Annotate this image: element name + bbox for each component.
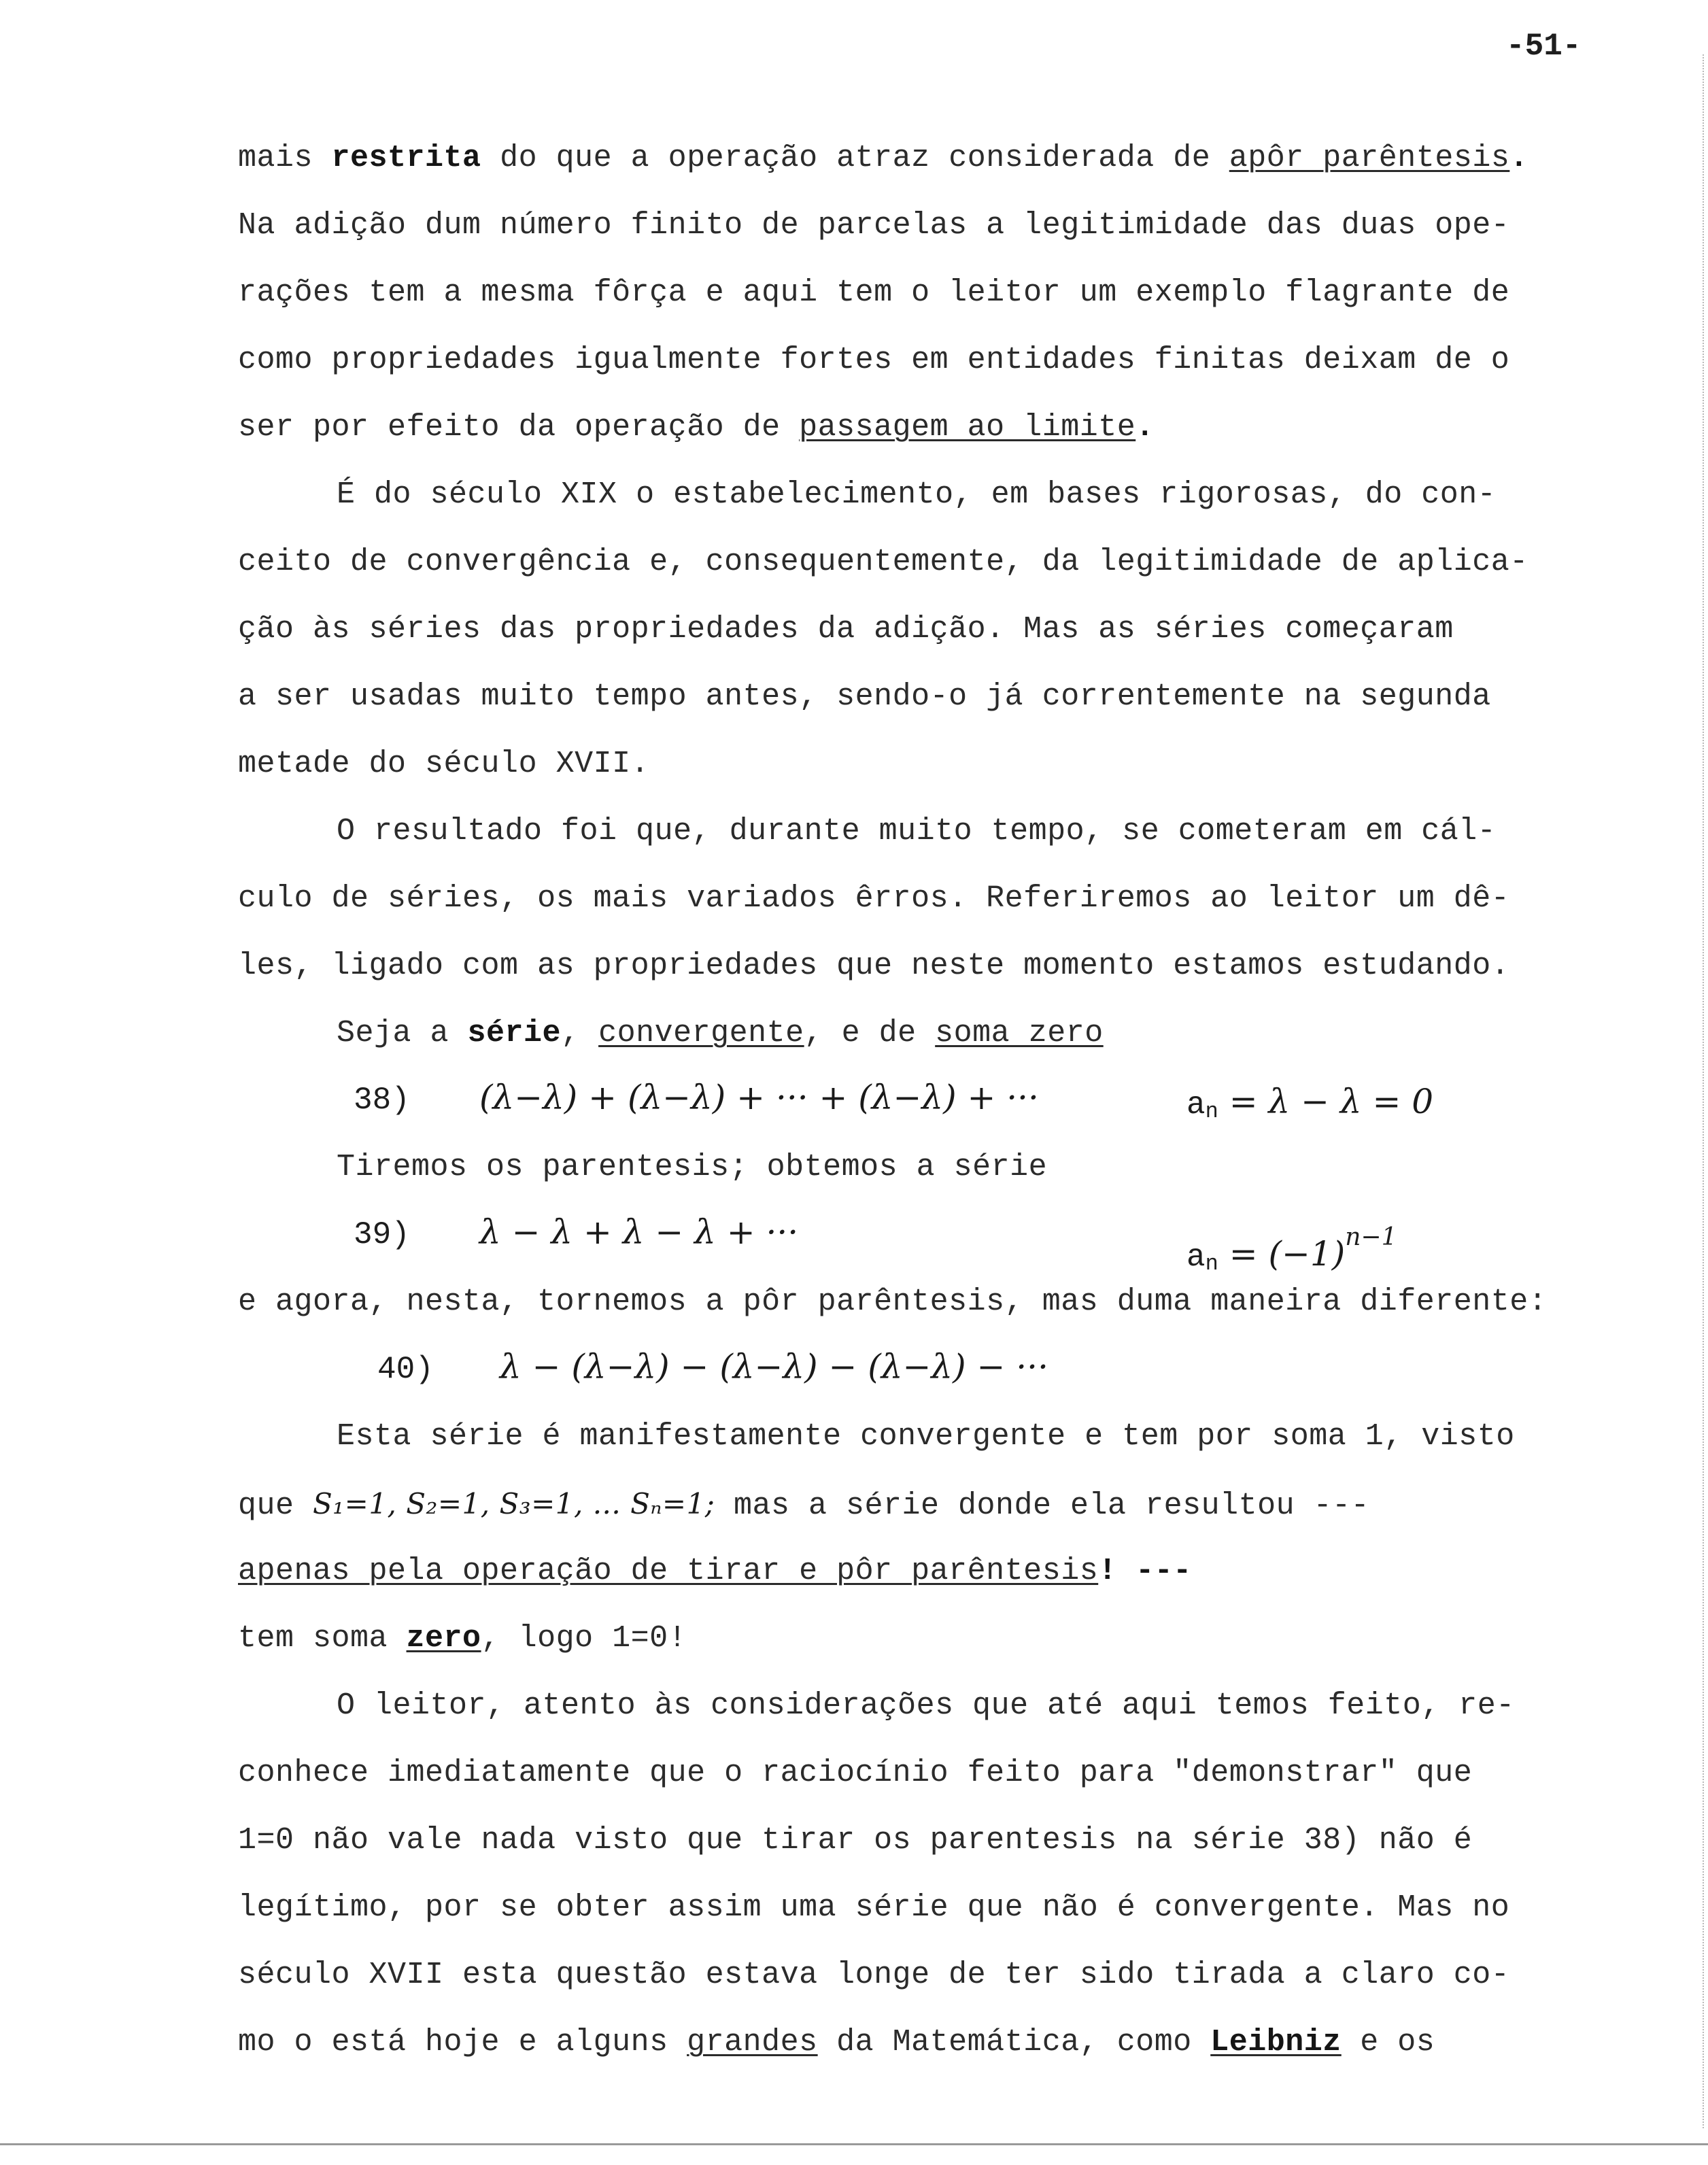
text-line: ser por efeito da operação de passagem ao limite.	[238, 410, 1155, 445]
text-line: conhece imediatamente que o raciocínio feito para "demonstrar" que	[238, 1756, 1473, 1790]
text-line: Na adição dum número finito de parcelas a legitimidade das duas ope-	[238, 208, 1510, 243]
text-line: rações tem a mesma fôrça e aqui tem o leitor um exemplo flagrante de	[238, 275, 1510, 310]
text-line: apenas pela operação de tirar e pôr parêntesis! ---	[238, 1554, 1192, 1588]
text-line: 1=0 não vale nada visto que tirar os parentesis na série 38) não é	[238, 1823, 1473, 1858]
text-line: Seja a série, convergente, e de soma zero	[337, 1016, 1104, 1051]
equation-38-number: 38)	[354, 1082, 410, 1118]
bottom-scan-edge	[0, 2143, 1708, 2145]
text-line: Tiremos os parentesis; obtemos a série	[337, 1150, 1048, 1184]
text-line: ceito de convergência e, consequentemente, da legitimidade de aplica-	[238, 545, 1528, 579]
equation-39-number: 39)	[354, 1217, 410, 1252]
text-line: mais restrita do que a operação atraz considerada de apôr parêntesis.	[238, 141, 1528, 175]
equation-40-series: λ − (λ−λ) − (λ−λ) − (λ−λ) − ···	[500, 1347, 1048, 1386]
text-line: mo o está hoje e alguns grandes da Matemática, como Leibniz e os	[238, 2025, 1435, 2060]
text-line: legítimo, por se obter assim uma série que não é convergente. Mas no	[238, 1890, 1510, 1925]
text-line: que S₁=1, S₂=1, S₃=1, ... Sₙ=1; mas a série donde ela resultou ---	[238, 1487, 1370, 1523]
equation-39-general-term: an = $(-1)^{n-1}$	[1186, 1223, 1397, 1276]
text-line: tem soma zero, logo 1=0!	[238, 1621, 687, 1656]
equation-40-number: 40)	[377, 1352, 434, 1387]
text-line: O leitor, atento às considerações que até aqui temos feito, re-	[337, 1688, 1515, 1723]
page-number: -51-	[1506, 29, 1582, 64]
text-line: e agora, nesta, tornemos a pôr parêntesis, mas duma maneira diferente:	[238, 1284, 1548, 1319]
text-line: como propriedades igualmente fortes em entidades finitas deixam de o	[238, 343, 1510, 377]
text-line: século XVII esta questão estava longe de ter sido tirada a claro co-	[238, 1958, 1510, 1992]
text-line: les, ligado com as propriedades que neste momento estamos estudando.	[238, 949, 1510, 983]
equation-38-series: (λ−λ) + (λ−λ) + ··· + (λ−λ) + ···	[479, 1078, 1039, 1117]
text-line: culo de séries, os mais variados êrros. Referiremos ao leitor um dê-	[238, 881, 1510, 916]
text-line: O resultado foi que, durante muito tempo, se cometeram em cál-	[337, 814, 1497, 849]
text-line: É do século XIX o estabelecimento, em bases rigorosas, do con-	[337, 477, 1497, 512]
text-line: a ser usadas muito tempo antes, sendo-o já correntemente na segunda	[238, 679, 1491, 714]
equation-38-general-term: an = λ − λ = 0	[1186, 1082, 1434, 1124]
text-line: metade do século XVII.	[238, 747, 650, 781]
text-line: ção às séries das propriedades da adição. Mas as séries começaram	[238, 612, 1454, 647]
page-edge-mark	[1703, 54, 1704, 2128]
text-line: Esta série é manifestamente convergente e tem por soma 1, visto	[337, 1419, 1515, 1454]
equation-39-series: λ − λ + λ − λ + ···	[479, 1212, 799, 1252]
